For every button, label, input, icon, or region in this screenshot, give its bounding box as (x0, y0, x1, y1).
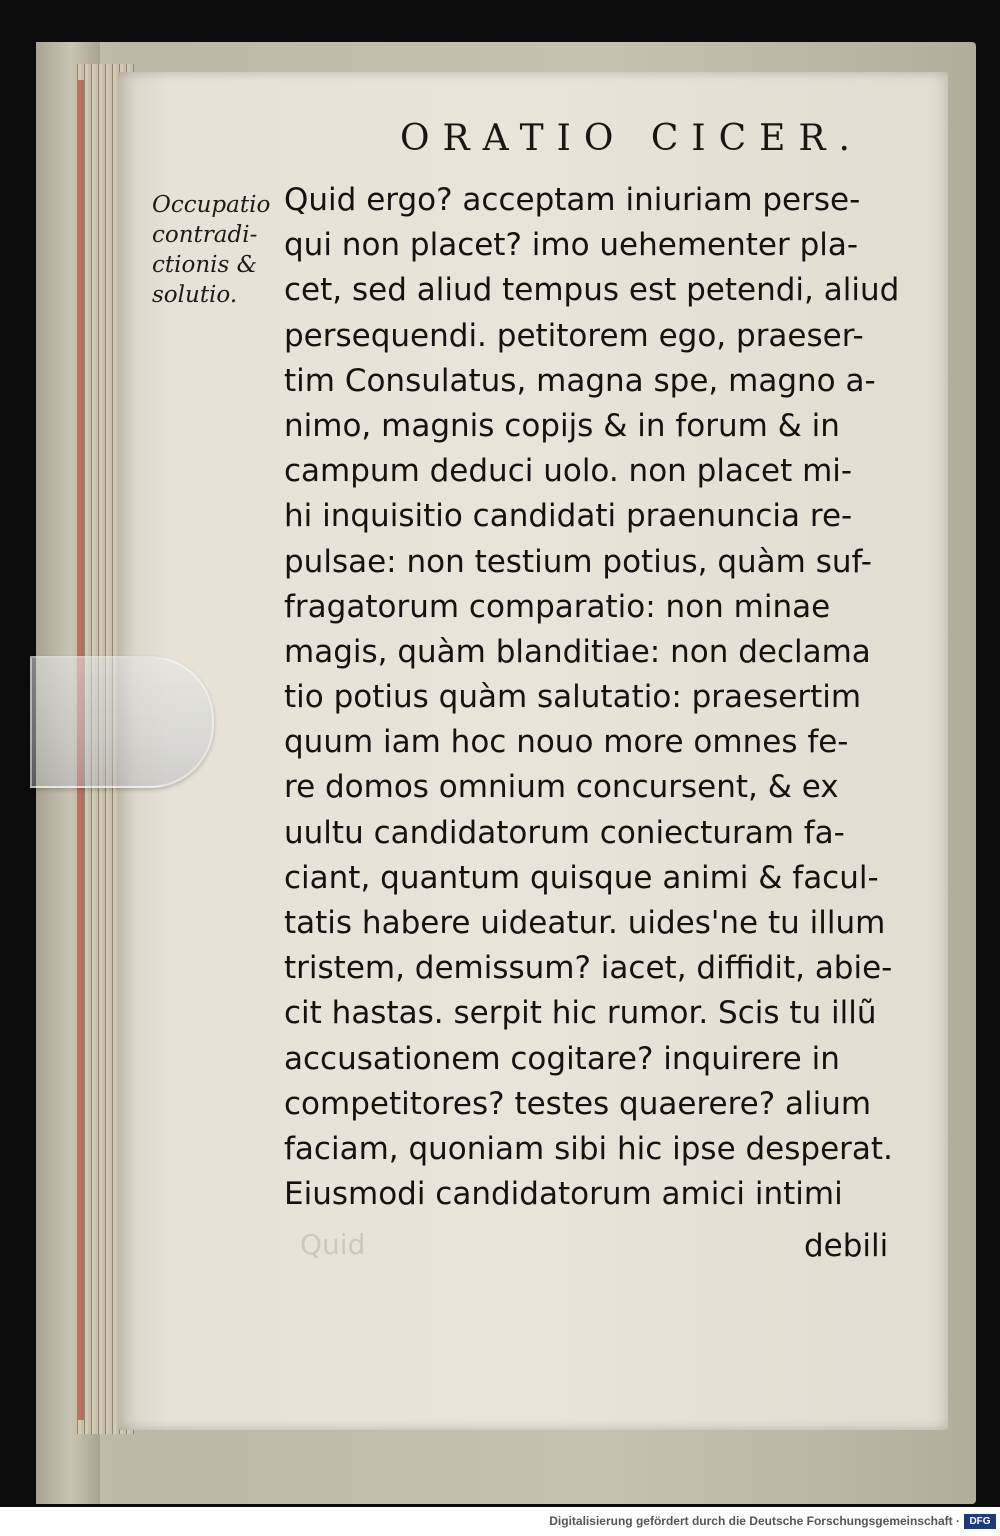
text-line: Eiusmodi candidatorum amici intimi (284, 1176, 843, 1213)
text-line: accusationem cogitare? inquirere in (284, 1040, 840, 1077)
gloss-line: solutio. (152, 282, 238, 308)
text-line: tristem, demissum? iacet, diffidit, abie- (284, 950, 893, 987)
body-text (284, 178, 924, 1217)
marginal-gloss (152, 190, 277, 310)
text-line: re domos omnium concursent, & ex (284, 769, 839, 806)
text-line: Quid ergo? acceptam iniuriam perse- (284, 182, 861, 218)
text-line: cet, sed aliud tempus est petendi, aliud (284, 272, 900, 309)
text-line: tim Consulatus, magna spe, magno a- (284, 362, 876, 399)
plastic-page-clip (30, 656, 214, 788)
text-line: nimo, magnis copijs & in forum & in (284, 407, 840, 444)
text-line: persequendi. petitorem ego, praeser- (284, 317, 864, 354)
text-line: quum iam hoc nouo more omnes fe- (284, 724, 849, 761)
text-line: competitores? testes quaerere? alium (284, 1085, 872, 1122)
text-line: ciant, quantum quisque animi & facul- (284, 859, 879, 896)
catchword: debili (804, 1228, 889, 1264)
text-line: faciam, quoniam sibi hic ipse desperat. (284, 1130, 893, 1167)
text-line: magis, quàm blanditiae: non declama (284, 633, 871, 670)
text-line: campum deduci uolo. non placet mi- (284, 453, 853, 490)
footer-bar (0, 1507, 1000, 1536)
gloss-line: ctionis & (152, 252, 258, 278)
text-line: uultu candidatorum coniecturam fa- (284, 814, 845, 851)
text-line: pulsae: non testium potius, quàm suf- (284, 543, 872, 580)
text-line: tatis habere uideatur. uides'ne tu illum (284, 905, 886, 941)
funding-credit: Digitalisierung gefördert durch die Deutsche Forschungsgemeinschaft · (549, 1514, 960, 1528)
show-through-text: Quid (300, 1228, 366, 1261)
dfg-logo-icon: DFG (964, 1514, 996, 1529)
text-line: tio potius quàm salutatio: praesertim (284, 679, 862, 716)
gloss-line: contradi- (152, 222, 258, 248)
text-line: qui non placet? imo uehementer pla- (284, 227, 859, 264)
text-line: cit hastas. serpit hic rumor. Scis tu illũ (284, 995, 877, 1032)
gloss-line: Occupatio (152, 192, 271, 218)
running-head: ORATIO CICER. (400, 118, 863, 159)
text-line: fragatorum comparatio: non minae (284, 588, 831, 625)
text-line: hi inquisitio candidati praenuncia re- (284, 498, 853, 535)
